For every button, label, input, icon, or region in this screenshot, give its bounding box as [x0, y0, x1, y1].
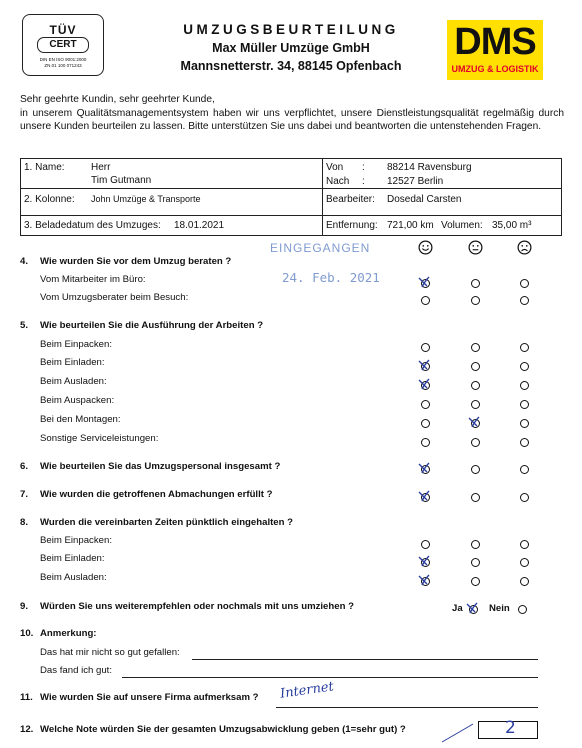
q4-s2-option-1-radio[interactable] — [421, 296, 430, 305]
q9-nein-label: Nein — [489, 603, 510, 614]
q12-number: 12. — [20, 724, 34, 735]
q6-option-3-radio[interactable] — [520, 465, 529, 474]
q6-checkmark-icon — [417, 461, 433, 475]
datum-value: 18.01.2021 — [174, 220, 225, 231]
q5-s5-option-1-radio[interactable] — [421, 419, 430, 428]
q5-s1-option-1-radio[interactable] — [421, 343, 430, 352]
q5-s5-checkmark-icon — [467, 415, 483, 429]
q8-number: 8. — [20, 517, 29, 528]
received-stamp: EINGEGANGEN — [270, 241, 371, 255]
q5-s4-option-3-radio[interactable] — [520, 400, 529, 409]
nach-colon: : — [362, 176, 365, 187]
q5-number: 5. — [20, 320, 29, 331]
q8-s2-option-2-radio[interactable] — [471, 558, 480, 567]
bearbeiter-label: Bearbeiter: — [326, 194, 375, 205]
q5-s1-option-3-radio[interactable] — [520, 343, 529, 352]
q4-sub1: Vom Mitarbeiter im Büro: — [40, 274, 146, 285]
entfernung-value: 721,00 km — [387, 220, 434, 231]
q8-question: Wurden die vereinbarten Zeiten pünktlich eingehalten ? — [40, 517, 294, 528]
von-value: 88214 Ravensburg — [387, 162, 472, 173]
q7-question: Wie wurden die getroffenen Abmachungen erfüllt ? — [40, 489, 273, 500]
q5-s2-checkmark-icon — [417, 358, 433, 372]
q5-s4-option-2-radio[interactable] — [471, 400, 480, 409]
q5-sub2: Beim Einladen: — [40, 357, 105, 368]
q7-option-3-radio[interactable] — [520, 493, 529, 502]
intro-text — [20, 93, 564, 134]
q5-s4-option-1-radio[interactable] — [421, 400, 430, 409]
dms-logo-text: DMS — [454, 21, 536, 63]
q5-sub1: Beim Einpacken: — [40, 339, 112, 350]
q6-question: Wie beurteilen Sie das Umzugspersonal insgesamt ? — [40, 461, 281, 472]
customer-info-table — [20, 158, 562, 236]
volumen-label: Volumen: — [441, 220, 483, 231]
q8-s3-checkmark-icon — [417, 573, 433, 587]
q11-line — [276, 707, 538, 708]
bearbeiter-value: Dosedal Carsten — [387, 194, 462, 205]
company-name: Max Müller Umzüge GmbH — [212, 41, 370, 55]
tuv-norm: DIN EN ISO 9001:2000 — [39, 57, 87, 62]
sad-face-icon — [517, 240, 532, 255]
q9-ja-label: Ja — [452, 603, 463, 614]
name-salutation: Herr — [91, 162, 111, 173]
q5-s3-option-2-radio[interactable] — [471, 381, 480, 390]
q6-option-2-radio[interactable] — [471, 465, 480, 474]
neutral-face-icon — [468, 240, 483, 255]
q4-s1-option-3-radio[interactable] — [520, 279, 529, 288]
kolonne-label: 2. Kolonne: — [24, 194, 75, 205]
q5-s5-option-3-radio[interactable] — [520, 419, 529, 428]
von-label: Von — [326, 162, 344, 173]
q9-number: 9. — [20, 601, 29, 612]
q4-s1-option-2-radio[interactable] — [471, 279, 480, 288]
q5-sub5: Bei den Montagen: — [40, 414, 121, 425]
q8-sub1: Beim Einpacken: — [40, 535, 112, 546]
q4-question: Wie wurden Sie vor dem Umzug beraten ? — [40, 256, 232, 267]
q8-s2-option-3-radio[interactable] — [520, 558, 529, 567]
nach-value: 12527 Berlin — [387, 176, 444, 187]
received-stamp-date: 24. Feb. 2021 — [282, 270, 380, 285]
datum-label: 3. Beladedatum des Umzuges: — [24, 220, 161, 231]
q8-s2-checkmark-icon — [417, 554, 433, 568]
q12-question: Welche Note würden Sie der gesamten Umzugsabwicklung geben (1=sehr gut) ? — [40, 724, 406, 735]
q9-ja-checkmark-icon — [465, 601, 481, 615]
dms-logo-subtitle: UMZUG & LOGISTIK — [451, 64, 539, 74]
q5-question: Wie beurteilen Sie die Ausführung der Arbeiten ? — [40, 320, 264, 331]
q8-sub3: Beim Ausladen: — [40, 572, 107, 583]
q11-question: Wie wurden Sie auf unsere Firma aufmerksam ? — [40, 692, 259, 703]
nach-label: Nach — [326, 176, 350, 187]
q5-s2-option-2-radio[interactable] — [471, 362, 480, 371]
q5-sub6: Sonstige Serviceleistungen: — [40, 433, 159, 444]
q5-s6-option-1-radio[interactable] — [421, 438, 430, 447]
q7-number: 7. — [20, 489, 29, 500]
q10-line1 — [192, 659, 538, 660]
volumen-value: 35,00 m³ — [492, 220, 532, 231]
von-colon: : — [362, 162, 365, 173]
q10-line2 — [122, 677, 538, 678]
q8-s1-option-3-radio[interactable] — [520, 540, 529, 549]
tuv-logo-cert: CERT — [37, 37, 89, 53]
q5-s2-option-3-radio[interactable] — [520, 362, 529, 371]
q6-number: 6. — [20, 461, 29, 472]
q8-s3-option-3-radio[interactable] — [520, 577, 529, 586]
q8-s1-option-1-radio[interactable] — [421, 540, 430, 549]
q8-s3-option-2-radio[interactable] — [471, 577, 480, 586]
q8-sub2: Beim Einladen: — [40, 553, 105, 564]
name-value: Tim Gutmann — [91, 175, 152, 186]
q9-question: Würden Sie uns weiterempfehlen oder nochmals mit uns umziehen ? — [40, 601, 354, 612]
q11-number: 11. — [20, 692, 33, 703]
q5-sub4: Beim Auspacken: — [40, 395, 115, 406]
q4-sub2: Vom Umzugsberater beim Besuch: — [40, 292, 189, 303]
q5-s3-checkmark-icon — [417, 377, 433, 391]
entfernung-label: Entfernung: — [326, 220, 378, 231]
intro-body: in unserem Qualitätsmanagementsystem haben wir uns verpflichtet, unsere Dienstleistungsqualität regelmäßig durch unsere Kunden beurteilen zu lassen. Bitte unterstützen Sie uns dabei und beantworten die untenstehenden Fragen. — [20, 107, 564, 132]
q8-s1-option-2-radio[interactable] — [471, 540, 480, 549]
dms-logo — [447, 20, 543, 80]
tuv-logo-top: TÜV — [49, 23, 77, 37]
q4-s2-option-3-radio[interactable] — [520, 296, 529, 305]
form-title: UMZUGSBEURTEILUNG — [183, 22, 399, 37]
q7-option-2-radio[interactable] — [471, 493, 480, 502]
company-address: Mannsnetterstr. 34, 88145 Opfenbach — [180, 59, 402, 73]
q12-pen-stroke-icon — [440, 720, 476, 744]
name-label: 1. Name: — [24, 162, 65, 173]
q4-number: 4. — [20, 256, 29, 267]
q10-sub2: Das fand ich gut: — [40, 665, 112, 676]
q7-checkmark-icon — [417, 489, 433, 503]
q11-answer-handwritten: Internet — [279, 679, 335, 702]
q10-question: Anmerkung: — [40, 628, 97, 639]
q5-s1-option-2-radio[interactable] — [471, 343, 480, 352]
q5-s6-option-3-radio[interactable] — [520, 438, 529, 447]
q5-s3-option-3-radio[interactable] — [520, 381, 529, 390]
q5-s6-option-2-radio[interactable] — [471, 438, 480, 447]
happy-face-icon — [418, 240, 433, 255]
q5-sub3: Beim Ausladen: — [40, 376, 107, 387]
tuv-number: ZN.01 100 071243 — [44, 63, 82, 68]
q10-sub1: Das hat mir nicht so gut gefallen: — [40, 647, 180, 658]
q10-number: 10. — [20, 628, 34, 639]
kolonne-value: John Umzüge & Transporte — [91, 194, 201, 204]
salutation: Sehr geehrte Kundin, sehr geehrter Kunde, — [20, 94, 215, 105]
q12-answer-handwritten: 2 — [505, 718, 516, 738]
q4-s1-checkmark-icon — [417, 275, 433, 289]
q4-s2-option-2-radio[interactable] — [471, 296, 480, 305]
q9-nein-radio[interactable] — [518, 605, 527, 614]
